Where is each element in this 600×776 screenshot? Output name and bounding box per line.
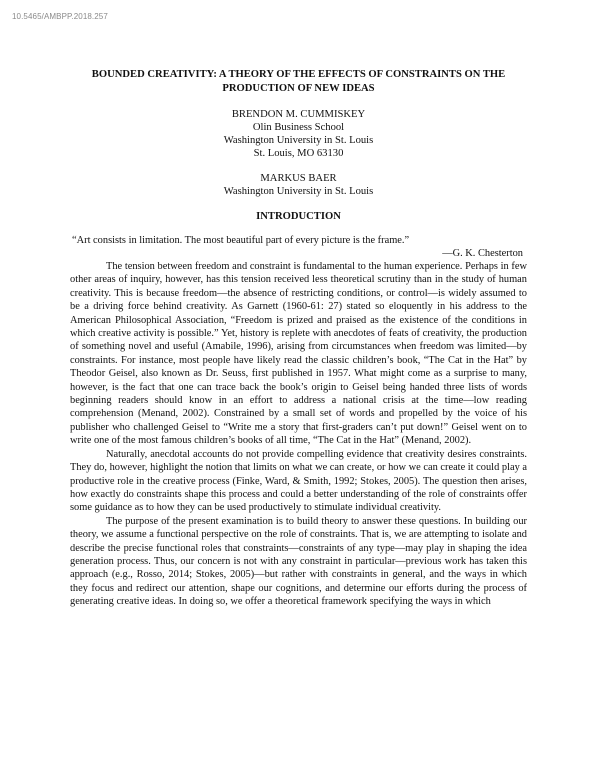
paper-page — [70, 68, 527, 609]
author-address: St. Louis, MO 63130 — [253, 148, 344, 159]
author-block-1 — [70, 108, 527, 160]
epigraph-attribution: —G. K. Chesterton — [442, 248, 523, 259]
doi-watermark: 10.5465/AMBPP.2018.257 — [12, 12, 108, 21]
author-block-2 — [70, 172, 527, 198]
body-paragraph: Naturally, anecdotal accounts do not provide compelling evidence that creativity desires constraints. They do, however, highlight the notion that limits on what we can create, or how we can create it could play a productive role in the creative process (Finke, Ward, & Smith, 1992; Stokes, 2005). The question then arises, how exactly do constraints shape this process and could a better understanding of the role of constraints offer some guidance as to how they can be used productively to stimulate individual creativity. — [70, 448, 527, 514]
author-affiliation: Washington University in St. Louis — [223, 186, 374, 197]
section-heading: INTRODUCTION — [256, 211, 341, 222]
author-name: MARKUS BAER — [260, 173, 337, 184]
author-affiliation: Washington University in St. Louis — [223, 135, 374, 146]
author-name: BRENDON M. CUMMISKEY — [231, 109, 366, 120]
body-paragraph: The purpose of the present examination is to build theory to answer these questions. In building our theory, we assume a functional perspective on the role of constraints. That is, we are attempting to isolate and describe the precise functional roles that constraints—constraints of any type—may play in shaping the idea generation process. Thus, our concern is not with any constraint in particular—previous work has taken this approach (e.g., Rosso, 2014; Stokes, 2005)—but rather with constraints in general, and the ways in which they focus and redirect our attention, shape our cognitions, and determine our efforts during the process of generating creative ideas. In doing so, we offer a theoretical framework specifying the ways in which — [70, 515, 527, 608]
paper-title: BOUNDED CREATIVITY: A THEORY OF THE EFFECTS OF CONSTRAINTS ON THE PRODUCTION OF NEW IDEAS — [91, 69, 506, 94]
body-paragraph: The tension between freedom and constraint is fundamental to the human experience. Perhaps in few other areas of inquiry, however, has this tension received less theoretical scrutiny than in the study of human creativity. This is because freedom—the absence of restricting conditions, or control—is widely assumed to be a driving force behind creativity. As Garnett (1960-61: 27) stated so eloquently in his address to the American Philosophical Association, “Freedom is prized and praised as the existence of the conditions in which creative activity is possible.” Yet, history is replete with anecdotes of feats of creativity, the production of something novel and useful (Amabile, 1996), arising from circumstances when freedom was limited—by constraints. For instance, most people have likely read the classic children’s book, “The Cat in the Hat” by Theodor Geisel, also known as Dr. Seuss, first published in 1957. What might come as a surprise to many, however, is the fact that one can trace back the book’s origin to Geisel being handed three lists of words beginning readers should know in an effort to address a national crisis at the time—low reading comprehension (Menand, 2002). Constrained by a small set of words and propelled by the voice of his publisher who challenged Geisel to “Write me a story that first-graders can’t put down!” Geisel went on to write one of the most famous children’s books of all time, “The Cat in the Hat” (Menand, 2002). — [70, 261, 527, 447]
epigraph-quote: “Art consists in limitation. The most beautiful part of every picture is the frame.” — [72, 235, 410, 246]
author-affiliation: Olin Business School — [252, 122, 345, 133]
